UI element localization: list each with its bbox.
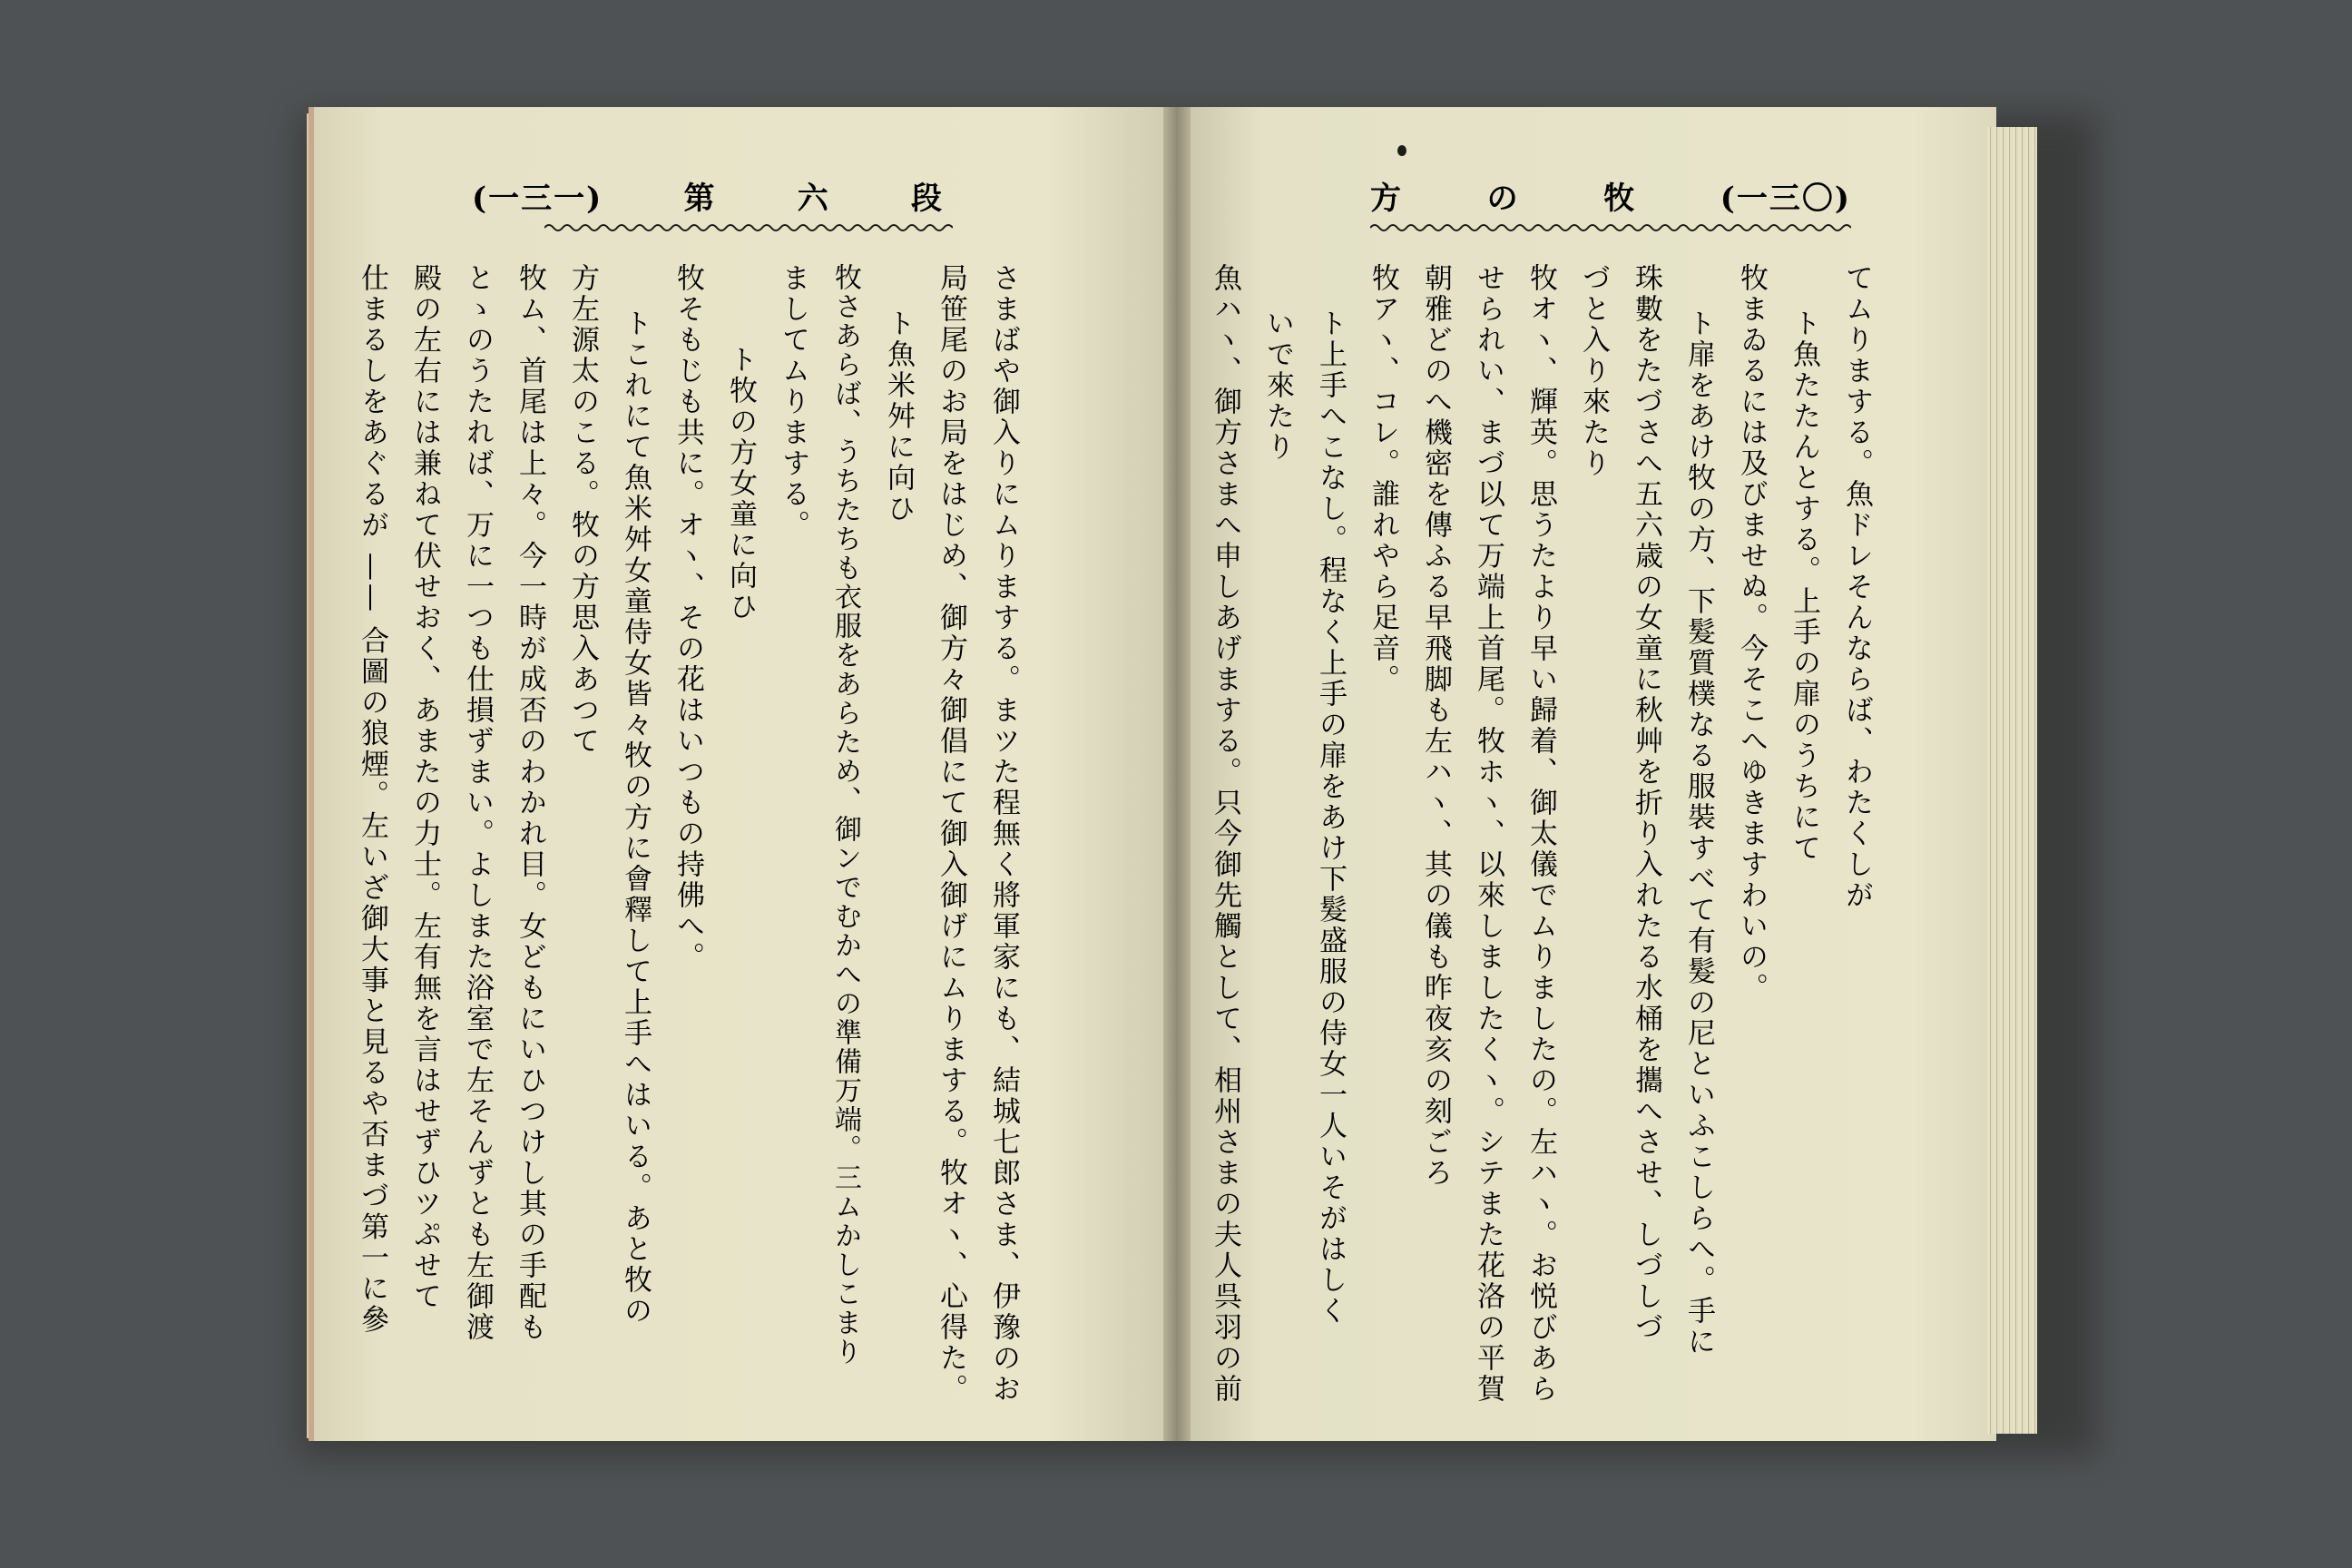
ink-spot xyxy=(1397,145,1406,156)
left-column-9: 方左源太のこる。牧の方思入あつて xyxy=(566,263,599,757)
right-page-number: (一三〇) xyxy=(1720,180,1851,217)
left-column-6: ト牧の方女童に向ひ xyxy=(724,345,757,622)
left-column-1: さまばや御入りにムりまする。まツた程無く將軍家にも、結城七郎さま、伊豫のお xyxy=(987,263,1020,1405)
right-column-2: ト魚たたんとする。上手の扉のうちにて xyxy=(1788,309,1820,864)
right-column-13: 魚ハヽ、御方さまへ申しあげまする。只今御先觸として、相州さまの夫人呉羽の前 xyxy=(1209,263,1241,1405)
right-column-10: 牧アヽ、コレ。誰れやら足音。 xyxy=(1367,263,1399,695)
right-title-char-3: 方 xyxy=(1370,180,1403,217)
left-column-7: 牧そもじも共に。オヽ、その花はいつもの持佛へ。 xyxy=(671,263,704,973)
left-column-10: 牧ム、首尾は上々。今一時が成否のわかれ目。女どもにいひつけし其の手配も xyxy=(514,263,546,1343)
left-chapter-char-1: 第 xyxy=(683,180,717,217)
left-column-8: トこれにて魚米舛女童侍女皆々牧の方に會釋して上手へはいる。あと牧の xyxy=(619,309,652,1327)
right-column-6: づと入り來たり xyxy=(1577,263,1610,479)
book-gutter xyxy=(1163,107,1191,1441)
left-column-2: 局笹尾のお局をはじめ、御方々御倡にて御入御げにムりまする。牧オヽ、心得た。 xyxy=(935,263,967,1405)
left-chapter-char-2: 六 xyxy=(797,180,830,217)
right-column-4: ト扉をあけ牧の方、下髮質樸なる服裝すべて有髮の尼といふこしらへ。手に xyxy=(1682,309,1715,1357)
left-column-4: 牧さあらば、うちたちも衣服をあらため、御ンでむかへの準備万端。三ムかしこまり xyxy=(829,263,861,1367)
right-column-11: ト上手へこなし。程なく上手の扉をあけ下髮盛服の侍女一人いそがはしく xyxy=(1314,309,1347,1327)
right-column-12: いで來たり xyxy=(1261,309,1294,463)
right-column-3: 牧まゐるには及びませぬ。今そこへゆきますわいの。 xyxy=(1735,263,1768,1004)
left-column-3: ト魚米舛に向ひ xyxy=(882,309,915,524)
right-column-1: てムりまする。魚ドレそんならば、わたくしが xyxy=(1840,263,1873,911)
left-column-11: とゝのうたれば、万に一つも仕損ずまい。よしまた浴室で左そんずとも左御渡 xyxy=(461,263,494,1343)
left-column-12: 殿の左右には兼ねて伏せおく、あまたの力士。左有無を言はせずひツぷせて xyxy=(408,263,441,1312)
right-column-5: 珠數をたづさへ五六歳の女童に秋艸を折り入れたる水桶を攜へさせ、しづしづ xyxy=(1630,263,1662,1343)
right-title-char-1: 牧 xyxy=(1603,180,1637,217)
left-column-5: ましてムりまする。 xyxy=(777,263,809,541)
left-header-rule xyxy=(544,221,953,234)
right-column-8: せられい、まづ以て万端上首尾。牧ホヽ、以來しましたくヽ。シテまた花洛の平賀 xyxy=(1472,263,1504,1405)
left-chapter-char-3: 段 xyxy=(910,180,944,217)
right-page-header xyxy=(1370,172,1851,218)
left-column-13: 仕まるしをあぐるが —— 合圖の狼煙。左いざ御大事と見るや否まづ第一に參 xyxy=(356,263,388,1336)
left-page-number: (一三一) xyxy=(472,180,603,217)
right-title-char-2: の xyxy=(1486,180,1520,217)
page-stack-right xyxy=(1987,127,2037,1434)
right-header-rule xyxy=(1370,221,1851,234)
left-page-header xyxy=(472,172,944,218)
right-column-9: 朝雅どのへ機密を傳ふる早飛脚も左ハヽ、其の儀も昨夜亥の刻ごろ xyxy=(1419,263,1452,1189)
right-column-7: 牧オヽ、輝英。思うたより早い歸着、御太儀でムりましたの。左ハヽ。お悦びあら xyxy=(1524,263,1557,1405)
